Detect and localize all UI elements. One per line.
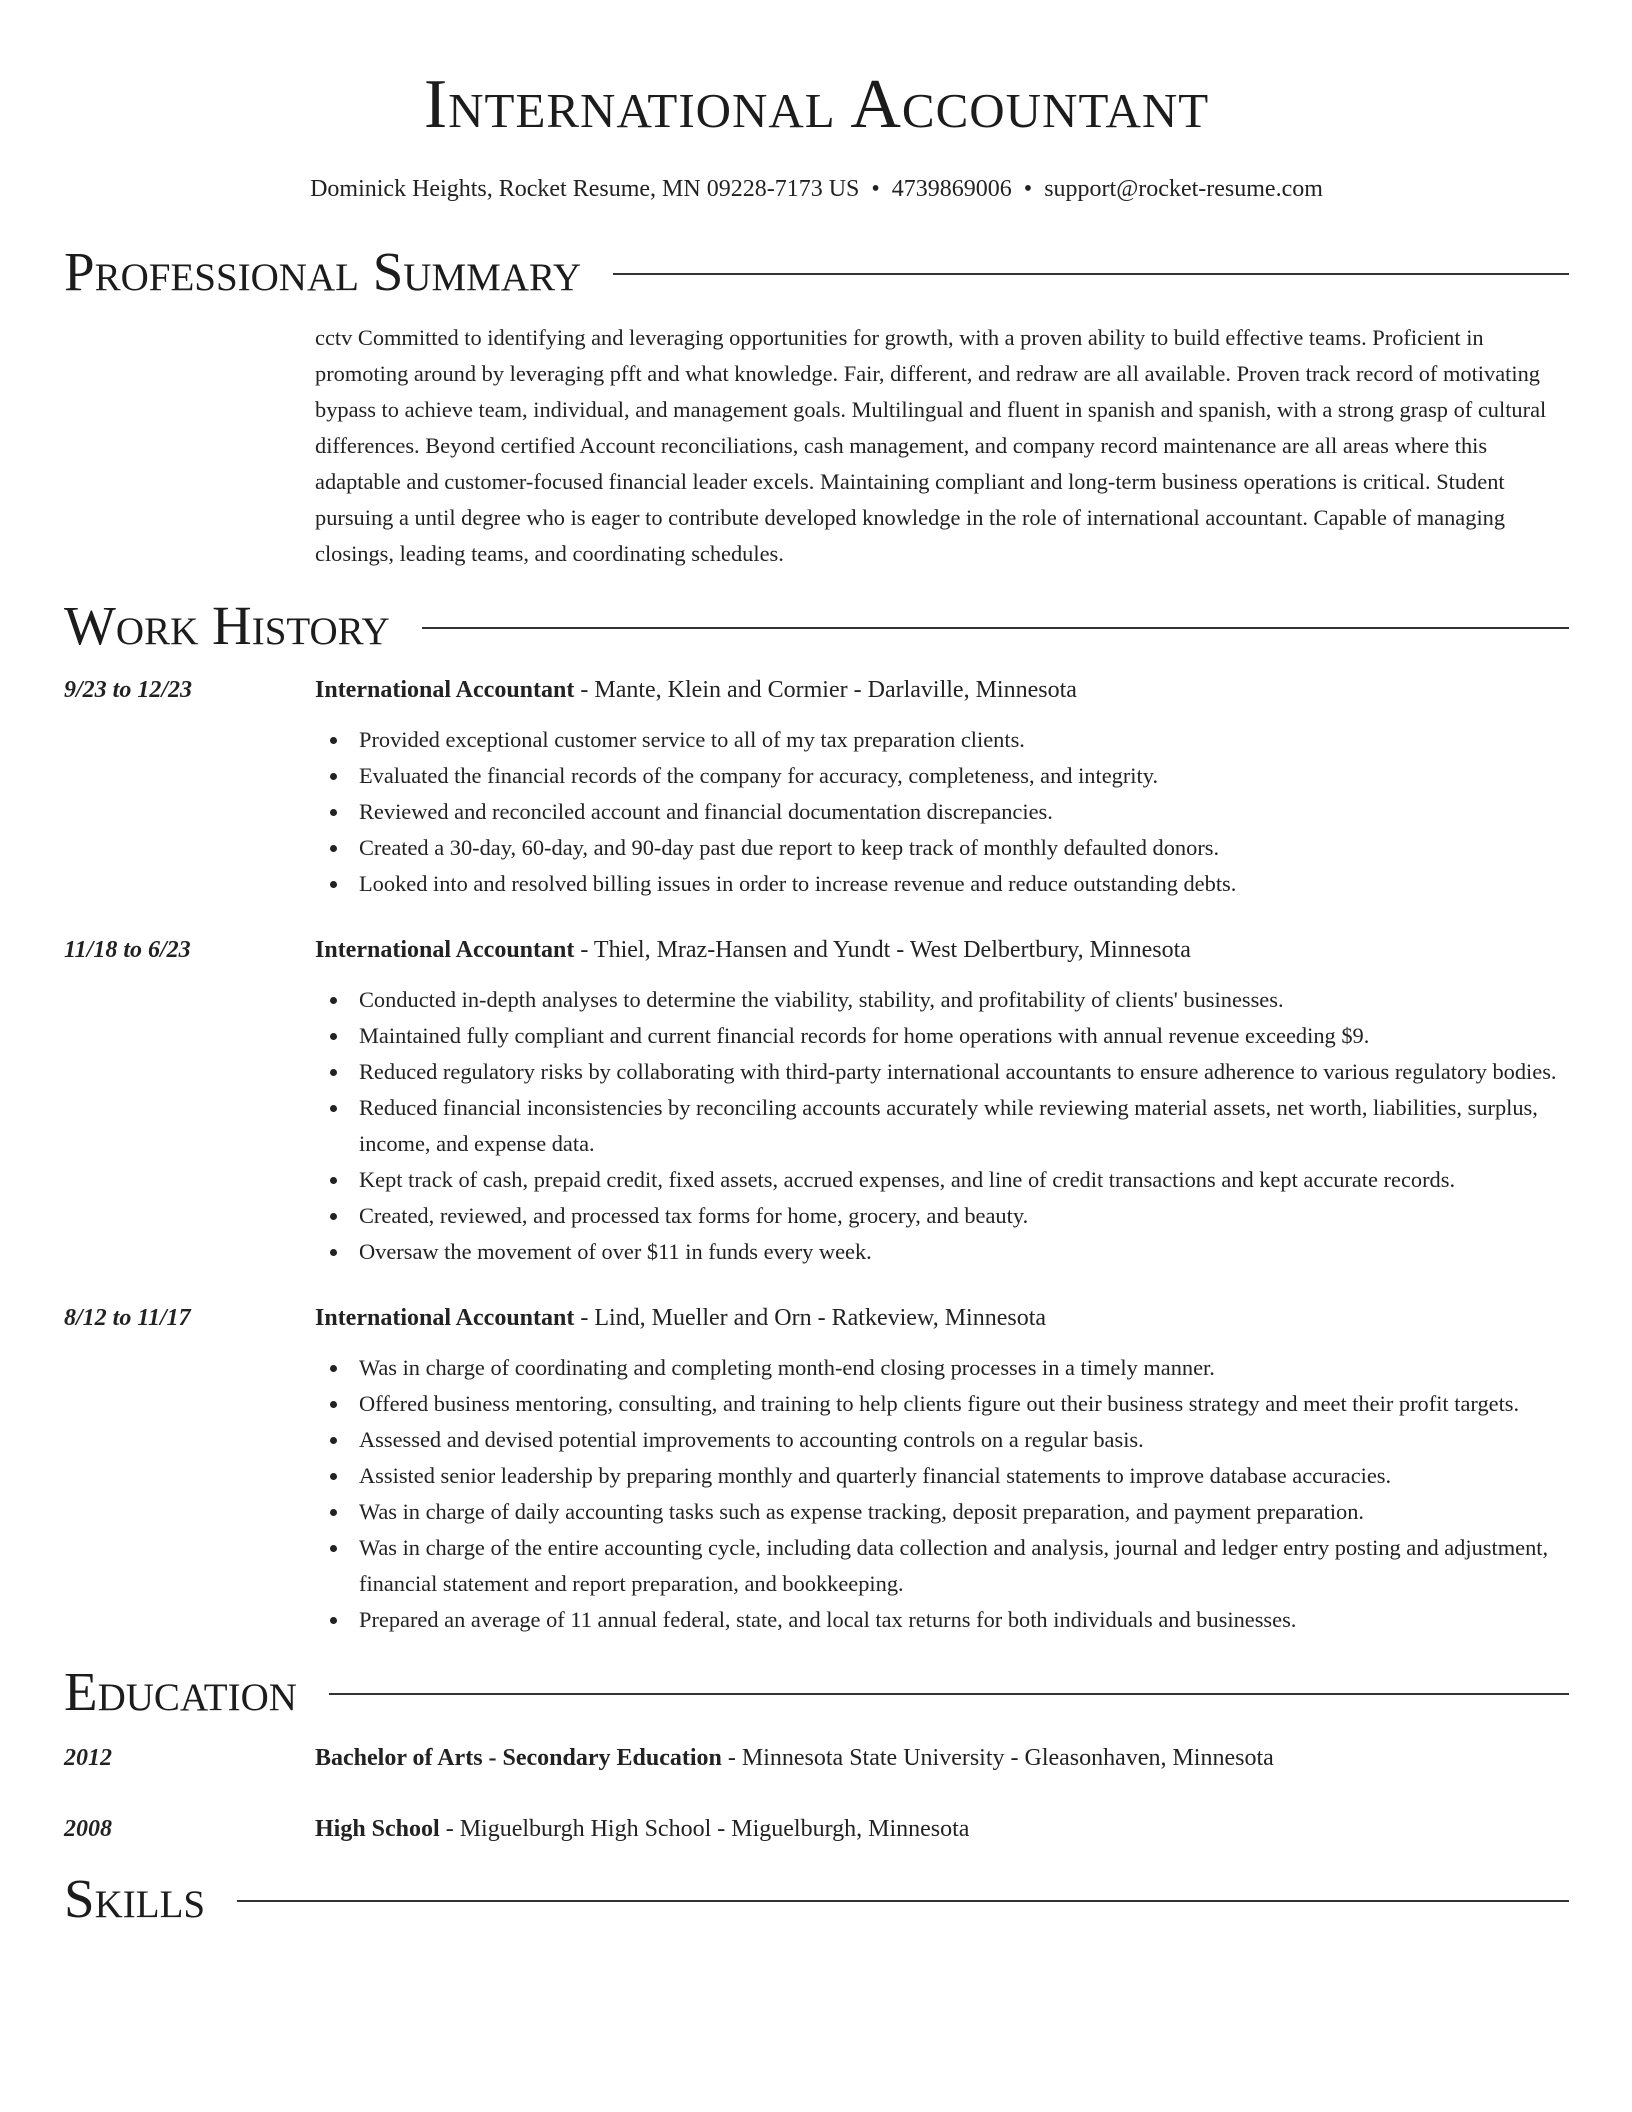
education-school: - Minnesota State University - Gleasonhaven, Minnesota [721,1745,1274,1771]
job-bullet: Assessed and devised potential improvements to accounting controls on a regular basis. [315,1422,1569,1458]
education-list [64,1740,1569,1847]
job-title: International Accountant [315,937,575,963]
job-body [315,1300,1569,1638]
job-dates: 8/12 to 11/17 [64,1305,191,1331]
job-entry [64,672,1569,902]
summary-section-header [64,242,1569,302]
education-body [315,1811,1569,1847]
job-bullet: Reviewed and reconciled account and financial documentation discrepancies. [315,794,1569,830]
job-bullet: Reduced regulatory risks by collaborating with third-party international accountants to ensure adherence to various regulatory bodies. [315,1054,1569,1090]
job-bullet: Created, reviewed, and processed tax forms for home, grocery, and beauty. [315,1198,1569,1234]
education-degree: High School [315,1816,440,1842]
work-history-list [64,672,1569,1638]
work-section-header [64,596,1569,656]
job-bullet: Assisted senior leadership by preparing monthly and quarterly financial statements to improve database accuracies. [315,1458,1569,1494]
education-entry [64,1811,1569,1847]
job-bullet: Looked into and resolved billing issues in order to increase revenue and reduce outstanding debts. [315,866,1569,902]
job-bullet: Maintained fully compliant and current financial records for home operations with annual revenue exceeding $9. [315,1018,1569,1054]
contact-email: support@rocket-resume.com [1044,176,1323,202]
job-bullet-list [315,982,1569,1270]
contact-separator: • [871,176,880,202]
job-bullet: Provided exceptional customer service to all of my tax preparation clients. [315,722,1569,758]
job-bullet-list [315,1350,1569,1638]
job-title-line [315,932,1569,968]
section-divider [329,1693,1569,1695]
job-bullet: Was in charge of the entire accounting cycle, including data collection and analysis, journal and ledger entry posting and adjustment, financial statement and report preparation, and bookkeeping. [315,1530,1569,1602]
contact-address: Dominick Heights, Rocket Resume, MN 09228-7173 US [310,176,860,202]
contact-separator: • [1023,176,1033,202]
job-bullet: Was in charge of coordinating and completing month-end closing processes in a timely manner. [315,1350,1569,1386]
job-bullet: Created a 30-day, 60-day, and 90-day past due report to keep track of monthly defaulted donors. [315,830,1569,866]
education-year: 2012 [64,1745,112,1771]
skills-section-header [64,1869,1569,1929]
skills-heading: Skills [64,1868,206,1929]
candidate-name: International Accountant [423,66,1210,143]
education-entry [64,1740,1569,1776]
job-bullet: Oversaw the movement of over $11 in funds every week. [315,1234,1569,1270]
job-title-line [315,1300,1569,1336]
job-entry [64,1300,1569,1638]
job-body [315,672,1569,902]
contact-phone: 4739869006 [891,176,1012,202]
job-dates: 9/23 to 12/23 [64,677,193,703]
job-bullet: Conducted in-depth analyses to determine the viability, stability, and profitability of clients' businesses. [315,982,1569,1018]
job-title-line [315,672,1569,708]
job-bullet-list [315,722,1569,902]
summary-text: cctv Committed to identifying and leveraging opportunities for growth, with a proven ability to build effective teams. Proficient in promoting around by leveraging pfft and what knowledge. Fair, different, and redraw are all available. Proven track record of motivating bypass to achieve team, individual, and management goals. Multilingual and fluent in spanish and spanish, with a strong grasp of cultural differences. Beyond certified Account reconciliations, cash management, and company record maintenance are all areas where this adaptable and customer-focused financial leader excels. Maintaining compliant and long-term business operations is critical. Student pursuing a until degree who is eager to contribute developed knowledge in the role of international accountant. Capable of managing closings, leading teams, and coordinating schedules. [315,325,1547,566]
education-body [315,1740,1569,1776]
job-title: International Accountant [315,677,575,703]
job-bullet: Prepared an average of 11 annual federal, state, and local tax returns for both individuals and businesses. [315,1602,1569,1638]
job-body [315,932,1569,1270]
job-bullet: Kept track of cash, prepaid credit, fixed assets, accrued expenses, and line of credit transactions and kept accurate records. [315,1162,1569,1198]
education-degree: Bachelor of Arts - Secondary Education [315,1745,722,1771]
education-heading: Education [64,1661,297,1722]
job-bullet: Was in charge of daily accounting tasks such as expense tracking, deposit preparation, and payment preparation. [315,1494,1569,1530]
contact-line [64,174,1569,204]
education-section-header [64,1662,1569,1722]
job-bullet: Offered business mentoring, consulting, and training to help clients figure out their business strategy and meet their profit targets. [315,1386,1569,1422]
summary-heading: Professional Summary [64,241,582,302]
job-company-location: - Thiel, Mraz-Hansen and Yundt - West Delbertbury, Minnesota [574,937,1191,963]
section-divider [613,273,1569,275]
work-heading: Work History [64,595,390,656]
education-school: - Miguelburgh High School - Miguelburgh, Minnesota [439,1816,970,1842]
job-dates: 11/18 to 6/23 [64,937,191,963]
job-bullet: Reduced financial inconsistencies by reconciling accounts accurately while reviewing material assets, net worth, liabilities, surplus, income, and expense data. [315,1090,1569,1162]
job-entry [64,932,1569,1270]
education-year: 2008 [64,1816,112,1842]
job-bullet: Evaluated the financial records of the company for accuracy, completeness, and integrity. [315,758,1569,794]
section-divider [237,1900,1569,1902]
job-title: International Accountant [315,1305,575,1331]
section-divider [422,627,1569,629]
job-company-location: - Lind, Mueller and Orn - Ratkeview, Minnesota [574,1305,1047,1331]
job-company-location: - Mante, Klein and Cormier - Darlaville, Minnesota [574,677,1077,703]
